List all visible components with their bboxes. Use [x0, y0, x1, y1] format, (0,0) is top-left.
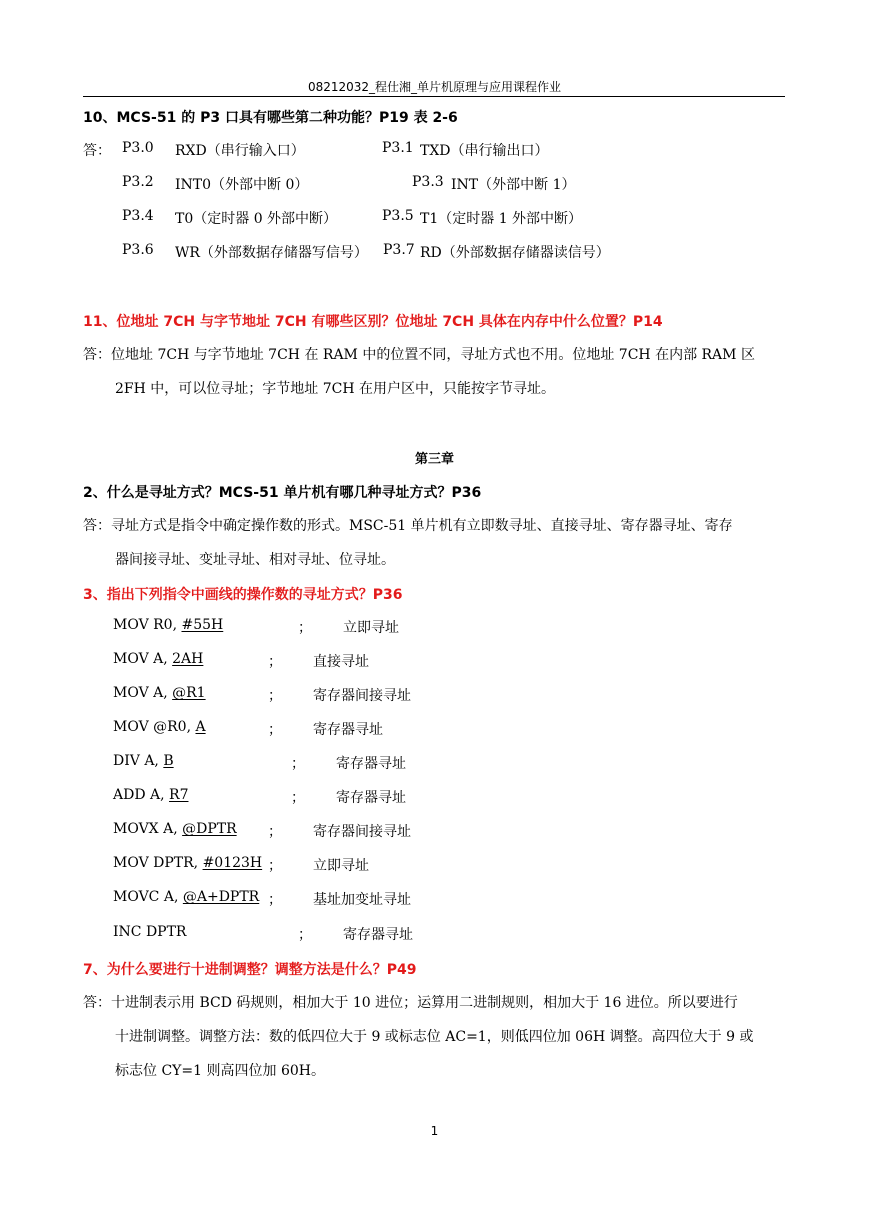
instruction-text: [113, 821, 237, 837]
separator: ；: [291, 790, 305, 806]
underlined-operand: R7: [169, 787, 189, 803]
q10-function: RD（外部数据存储器读信号）: [420, 245, 610, 261]
addressing-mode: 直接寻址: [313, 654, 369, 670]
chapter-heading: 第三章: [414, 452, 454, 467]
q10-function: RXD（串行输入口）: [175, 143, 305, 159]
q7-title: 7、为什么要进行十进制调整？调整方法是什么？P49: [83, 962, 417, 978]
instruction-text: [113, 617, 223, 633]
instruction-text: [113, 855, 262, 871]
instruction-text: [113, 889, 259, 905]
instruction-text: [113, 753, 174, 769]
instruction-mnemonic: MOV A,: [113, 685, 173, 701]
q10-function: INT（外部中断 1）: [451, 177, 576, 193]
q10-function: T1（定时器 1 外部中断）: [420, 211, 583, 227]
instruction-mnemonic: MOV DPTR,: [113, 855, 203, 871]
q10-pin: P3.3: [412, 174, 444, 190]
q10-pin: P3.2: [122, 174, 154, 190]
separator: ；: [268, 858, 282, 874]
q7-answer-line: 标志位 CY=1 则高四位加 60H。: [115, 1063, 325, 1079]
instruction-mnemonic: MOVC A,: [113, 889, 183, 905]
instruction-text: [113, 924, 186, 940]
underlined-operand: #55H: [181, 617, 224, 633]
underlined-operand: @R1: [172, 685, 206, 701]
addressing-mode: 寄存器寻址: [336, 790, 406, 806]
q7-answer-line: 答：十进制表示用 BCD 码规则，相加大于 10 进位；运算用二进制规则，相加大于 16 进位。所以要进行: [83, 995, 738, 1011]
instruction-mnemonic: INC DPTR: [113, 924, 187, 940]
addressing-mode: 寄存器寻址: [336, 756, 406, 772]
underlined-operand: @DPTR: [182, 821, 237, 837]
separator: ；: [268, 654, 282, 670]
q10-pin: P3.4: [122, 208, 154, 224]
instruction-mnemonic: MOV @R0,: [113, 719, 196, 735]
q10-pin: P3.1: [382, 140, 414, 156]
q2-answer-line: 答：寻址方式是指令中确定操作数的形式。MSC-51 单片机有立即数寻址、直接寻址、寄存器寻址、寄存: [83, 518, 733, 534]
q3-title: 3、指出下列指令中画线的操作数的寻址方式？P36: [83, 587, 403, 603]
instruction-mnemonic: MOV A,: [113, 651, 173, 667]
underlined-operand: A: [195, 719, 206, 735]
q11-answer-line: 2FH 中，可以位寻址；字节地址 7CH 在用户区中，只能按字节寻址。: [115, 381, 556, 397]
q10-pin: P3.5: [382, 208, 414, 224]
addressing-mode: 寄存器间接寻址: [313, 824, 411, 840]
page-number: 1: [430, 1124, 439, 1138]
q10-function: INT0（外部中断 0）: [175, 177, 309, 193]
q10-function: WR（外部数据存储器写信号）: [175, 245, 368, 261]
separator: ；: [268, 892, 282, 908]
q10-title: 10、MCS-51 的 P3 口具有哪些第二种功能？P19 表 2-6: [83, 110, 458, 126]
instruction-text: [113, 651, 203, 667]
addressing-mode: 基址加变址寻址: [313, 892, 411, 908]
underlined-operand: B: [163, 753, 174, 769]
q11-answer-line: 答：位地址 7CH 与字节地址 7CH 在 RAM 中的位置不同，寻址方式也不用。位地址 7CH 在内部 RAM 区: [83, 347, 755, 363]
q2-title: 2、什么是寻址方式？MCS-51 单片机有哪几种寻址方式？P36: [83, 485, 482, 501]
addressing-mode: 寄存器寻址: [313, 722, 383, 738]
q7-answer-line: 十进制调整。调整方法：数的低四位大于 9 或标志位 AC=1，则低四位加 06H 调整。高四位大于 9 或: [115, 1029, 754, 1045]
instruction-mnemonic: ADD A,: [113, 787, 170, 803]
page-header: 08212032_程仕湘_单片机原理与应用课程作业: [307, 80, 562, 94]
q10-answer-prefix: 答：: [83, 143, 111, 159]
header-rule: [83, 96, 785, 97]
q10-pin: P3.7: [383, 242, 415, 258]
q10-function: TXD（串行输出口）: [420, 143, 549, 159]
instruction-text: [113, 719, 206, 735]
underlined-operand: 2AH: [172, 651, 204, 667]
q10-function: T0（定时器 0 外部中断）: [175, 211, 338, 227]
addressing-mode: 寄存器寻址: [343, 927, 413, 943]
instruction-mnemonic: MOV R0,: [113, 617, 182, 633]
instruction-text: [113, 685, 206, 701]
q2-answer-line: 器间接寻址、变址寻址、相对寻址、位寻址。: [115, 552, 395, 568]
addressing-mode: 寄存器间接寻址: [313, 688, 411, 704]
instruction-mnemonic: MOVX A,: [113, 821, 183, 837]
separator: ；: [268, 722, 282, 738]
separator: ；: [291, 756, 305, 772]
q10-pin: P3.6: [122, 242, 154, 258]
addressing-mode: 立即寻址: [343, 620, 399, 636]
q10-pin: P3.0: [122, 140, 154, 156]
underlined-operand: @A+DPTR: [182, 889, 260, 905]
separator: ；: [268, 688, 282, 704]
instruction-mnemonic: DIV A,: [113, 753, 164, 769]
addressing-mode: 立即寻址: [313, 858, 369, 874]
q11-title: 11、位地址 7CH 与字节地址 7CH 有哪些区别？位地址 7CH 具体在内存中什么位置？P14: [83, 314, 663, 330]
separator: ；: [298, 620, 312, 636]
underlined-operand: #0123H: [202, 855, 263, 871]
instruction-text: [113, 787, 188, 803]
separator: ；: [268, 824, 282, 840]
separator: ；: [298, 927, 312, 943]
